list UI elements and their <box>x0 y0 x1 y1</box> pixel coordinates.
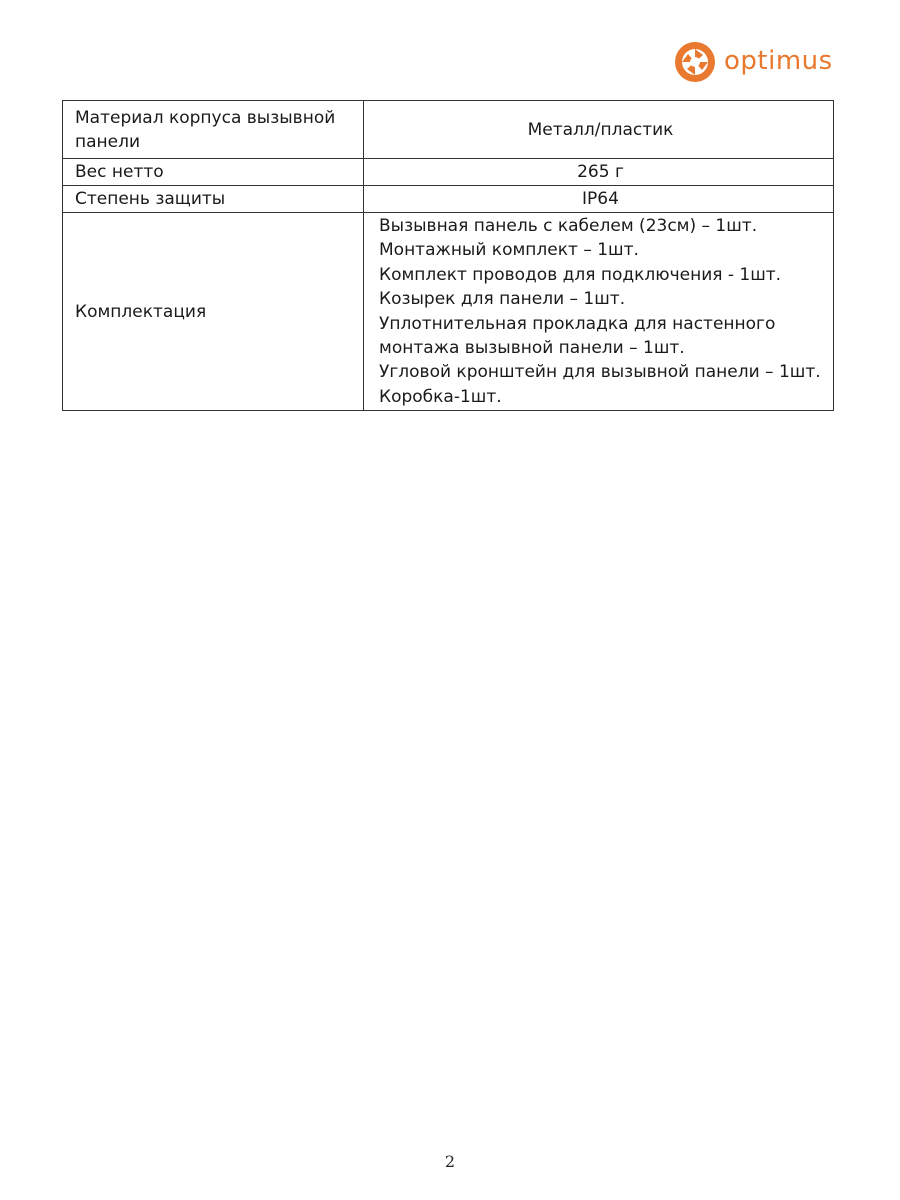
row-value: Металл/пластик <box>364 101 834 159</box>
list-item: Коробка-1шт. <box>379 386 502 407</box>
list-item: Комплект проводов для подключения - 1шт. <box>379 264 782 285</box>
table-row <box>63 186 834 213</box>
row-label: Степень защиты <box>63 186 364 213</box>
optimus-aperture-icon <box>673 40 717 84</box>
list-item: Вызывная панель с кабелем (23см) – 1шт. <box>379 216 758 236</box>
row-label: Комплектация <box>63 213 364 411</box>
brand-logo <box>673 40 833 84</box>
table-row <box>63 101 834 159</box>
row-label: Материал корпуса вызывной панели <box>63 101 364 159</box>
table-row <box>63 159 834 186</box>
list-item: Монтажный комплект – 1шт. <box>379 240 639 261</box>
row-value: IP64 <box>364 186 834 213</box>
row-value: 265 г <box>364 159 834 186</box>
spec-table <box>62 100 834 411</box>
kit-list <box>364 213 834 411</box>
list-item: Козырек для панели – 1шт. <box>379 289 626 310</box>
row-label: Вес нетто <box>63 159 364 186</box>
page-number: 2 <box>444 1152 456 1171</box>
list-item: Угловой кронштейн для вызывной панели – 1шт. <box>379 362 821 383</box>
logo-text: optimus <box>724 45 833 76</box>
list-item: Уплотнительная прокладка для настенного монтажа вызывной панели – 1шт. <box>379 313 776 359</box>
table-row <box>63 213 834 411</box>
